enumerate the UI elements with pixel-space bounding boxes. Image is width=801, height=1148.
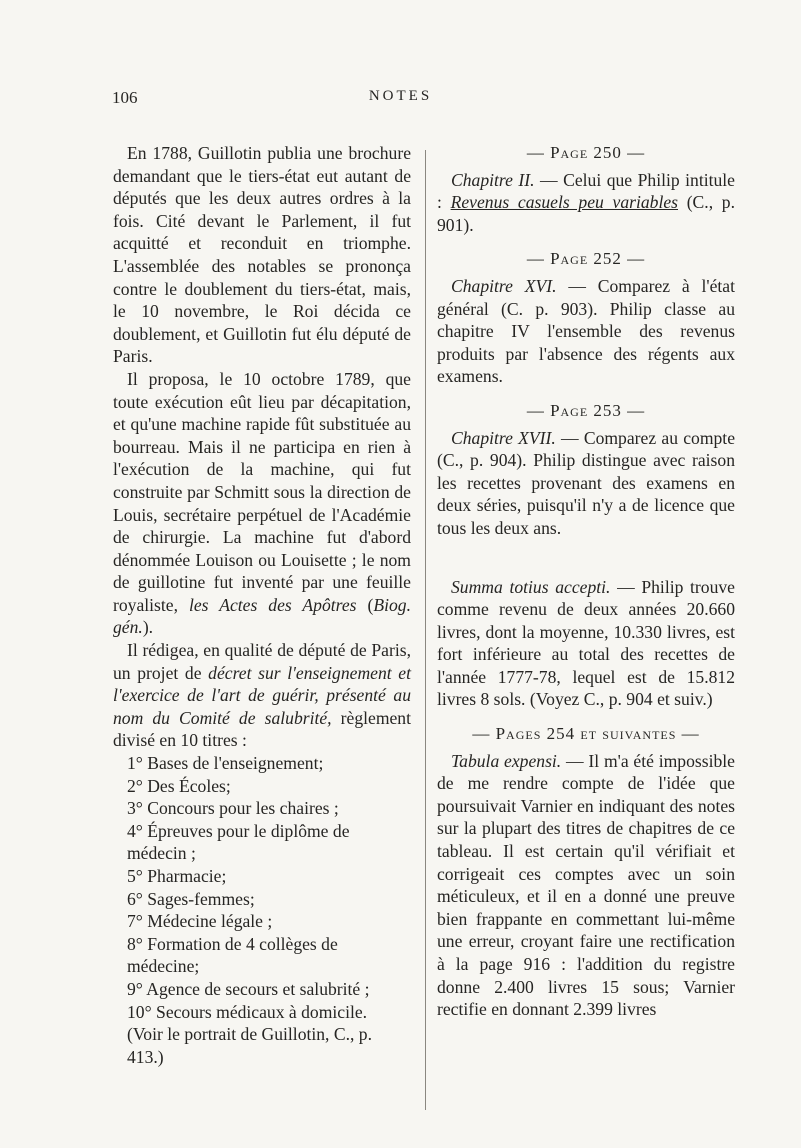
paragraph-text: règlement divisé en 10 titres : [113,707,411,751]
list-item: 1° Bases de l'enseignement; [127,753,324,774]
list-item: 10° Secours médicaux à domicile. [127,1001,368,1022]
paragraph-guillotin-1788: En 1788, Guillotin publia une brochure demandant que le tiers-état eut autant de députés que les deux autres ordres à la fois. Cité devant le Parlement, il fut acquitté et reconduit en triomphe. L'assemblée des notables se prononça contre le doublement du tiers-état, mais, le 10 novembre, le Roi décida ce doublement, et Guillotin fut élu député de Paris. [113,143,411,367]
list-item: 9° Agence de secours et salubrité ; [127,978,370,999]
list-item: 2° Des Écoles; [127,775,231,796]
list-item: 3° Concours pour les chaires ; [127,798,339,819]
list-item: 4° Épreuves pour le diplôme de médecin ; [127,820,350,864]
italic-ref-biog: Biog. gén. [113,594,411,638]
paragraph-decret [113,639,411,752]
italic-underlined-title: Revenus casuels peu variables [450,192,678,213]
paragraph-text: — Comparez à l'état général (C. p. 903). Philip classe au chapitre IV l'ensemble des revenus produits par l'absence des régents aux examens. [437,275,735,387]
section-heading-page-250: — Page 250 — [526,143,646,162]
column-divider [425,150,426,1110]
paragraph-text: (C., p. 901). [437,192,735,235]
paragraph-text: — Comparez au compte (C., p. 904). Philip distingue avec raison les recettes provenant des examens en deux séries, puisqu'il n'y a de licence que tous les deux ans. [437,427,736,538]
page-header [0,88,801,112]
paragraph-text: Il proposa, le 10 octobre 1789, que toute exécution eût lieu par décapitation, et qu'une machine rapide fût substituée au bourreau. Mais il ne participa en rien à l'exécution de la machine, qui fut construite par Schmitt sous la direction de Louis, secrétaire perpétuel de l'Académie de chirurgie. La machine fut d'abord dénommée Louison ou Louisette ; le nom de guillotine fut inventé par une feuille royaliste, [113,368,411,615]
paragraph-chapitre-ii [437,169,735,237]
list-item: 5° Pharmacie; [127,866,227,886]
italic-chapter-label: Chapitre II. [451,169,535,190]
paragraph-text: — Philip trouve comme revenu de deux années 20.660 livres, dont la moyenne, 10.330 livres, est fort inférieure au total des recettes de l'année 1777-78, lequel est de 15.812 livres 8 sols. (Voyez C., p. 904 et suiv.) [437,576,735,710]
italic-latin-heading: Tabula expensi. [451,750,562,771]
italic-chapter-label: Chapitre XVI. [451,275,557,296]
titles-list [113,752,411,1023]
portrait-reference: (Voir le portrait de Guillotin, C., p. 413.) [127,1024,372,1067]
left-column [113,142,411,1068]
paragraph-text: — Il m'a été impossible de me rendre compte de l'idée que poursuivait Varnier en indiquant des notes sur la plupart des titres de chapitres de ce tableau. Il est certain qu'il vérifiait et corrigeait ces comptes avec un soin méticuleux, et il en a donné une preuve bien frappante en commettant lui-même une erreur, croyant faire une rectification à la page 916 : l'addition du registre donne 2.400 livres 15 sous; Varnier rectifie en donnant 2.399 livres [437,750,735,1020]
page-number: 106 [112,88,138,107]
section-heading-page-253: — Page 253 — [526,400,646,420]
section-heading-page-252: — Page 252 — [526,249,646,269]
italic-latin-heading: Summa totius accepti. [451,576,611,597]
list-item: 7° Médecine légale ; [127,911,273,932]
paragraph-chapitre-xvii [437,427,735,540]
paragraph-summa-totius [437,576,735,712]
italic-title-actes: les Actes des Apôtres [188,594,357,615]
right-column [437,142,735,1021]
paragraph-tabula-expensi [437,750,735,1021]
italic-chapter-label: Chapitre XVII. [451,427,556,448]
paragraph-text: Il rédigea, en qualité de député de Paris, un projet de [113,640,411,683]
list-item: 8° Formation de 4 collèges de médecine; [127,933,338,977]
list-item: 6° Sages-femmes; [127,888,255,909]
paragraph-chapitre-xvi [437,275,735,388]
running-head: NOTES [368,88,433,104]
italic-decret-title: décret sur l'enseignement et l'exercice de l'art de guérir, présenté au nom du Comité de salubrité, [113,662,411,728]
paragraph-guillotin-proposal: Il proposa, le 10 octobre 1789, que toute exécution eût lieu par décapitation, et qu'une machine rapide fût substituée au bourreau. Mais il ne participa en rien à l'exécution de la machine, qui fut construite par Schmitt sous la direction de Louis, secrétaire perpétuel de l'Académie de chirurgie. La machine fut d'abord dénommée Louison ou Louisette ; le nom de guillotine fut inventé par une feuille royaliste, les Actes des Apôtres (Biog. gén.). [113,368,411,638]
paragraph-text: — Celui que Philip intitule : [437,169,735,213]
section-heading-pages-254: — Pages 254 et suivantes — [472,724,700,744]
